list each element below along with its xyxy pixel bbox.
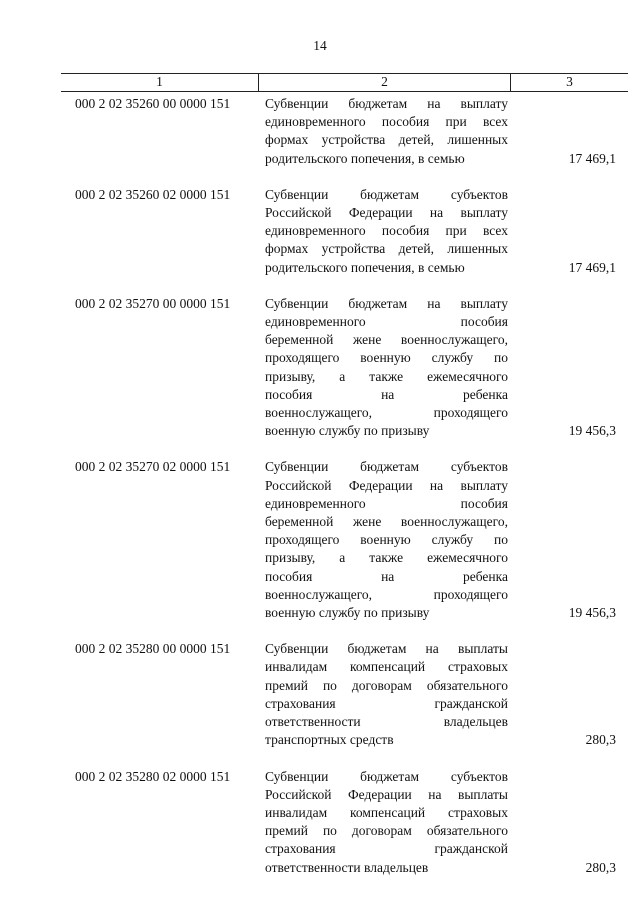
row-description-line: ответственности владельцев (265, 859, 429, 875)
row-description-line: Российской Федерации на выплату (265, 477, 508, 493)
row-code: 000 2 02 35270 00 0000 151 (75, 295, 231, 311)
row-description-line: единовременного пособия при всех (265, 223, 508, 239)
row-description-line: военную службу по призыву (265, 605, 430, 621)
header-col-2: 2 (259, 74, 511, 91)
row-description-line: родительского попечения, в семью (265, 150, 465, 166)
row-description-line: ответственности владельцев (265, 714, 508, 730)
row-code: 000 2 02 35260 02 0000 151 (75, 186, 231, 202)
table-row (61, 458, 628, 622)
table-row (61, 295, 628, 441)
row-description-line: премий по договорам обязательного (265, 823, 508, 839)
row-description-line: военнослужащего, проходящего (265, 586, 508, 602)
row-description-line: Субвенции бюджетам субъектов (265, 186, 508, 202)
row-description (265, 768, 508, 877)
row-description (265, 95, 508, 168)
row-description-line: пособия на ребенка (265, 568, 508, 584)
row-amount (508, 458, 628, 622)
row-code: 000 2 02 35270 02 0000 151 (75, 459, 231, 475)
row-description-line: премий по договорам обязательного (265, 677, 508, 693)
row-amount-value: 280,3 (585, 732, 616, 748)
row-description-line: Российской Федерации на выплаты (265, 786, 508, 802)
row-amount (508, 186, 628, 277)
row-amount-value: 280,3 (585, 859, 616, 875)
row-amount-value: 19 456,3 (568, 423, 616, 439)
row-description (265, 186, 508, 277)
row-description-line: проходящего военную службу по (265, 350, 508, 366)
table-row (61, 640, 628, 749)
row-description-line: проходящего военную службу по (265, 532, 508, 548)
row-code: 000 2 02 35280 00 0000 151 (75, 641, 231, 657)
table-row (61, 768, 628, 877)
row-amount-value: 17 469,1 (568, 150, 616, 166)
row-description-line: военную службу по призыву (265, 423, 430, 439)
row-description-line: единовременного пособия при всех (265, 114, 508, 130)
row-description-line: пособия на ребенка (265, 386, 508, 402)
row-amount (508, 640, 628, 749)
row-description-line: военнослужащего, проходящего (265, 405, 508, 421)
row-amount (508, 768, 628, 877)
row-description-line: Субвенции бюджетам субъектов (265, 459, 508, 475)
row-description-line: Российской Федерации на выплату (265, 205, 508, 221)
row-amount-value: 19 456,3 (568, 605, 616, 621)
row-description-line: родительского попечения, в семью (265, 259, 465, 275)
row-amount (508, 295, 628, 441)
row-description (265, 640, 508, 749)
row-code: 000 2 02 35260 00 0000 151 (75, 96, 231, 111)
header-col-3: 3 (566, 74, 573, 89)
table-row (61, 95, 628, 168)
row-description-line: единовременного пособия (265, 314, 508, 330)
row-description-line: призыву, а также ежемесячного (265, 550, 508, 566)
header-col-1: 1 (61, 74, 259, 91)
table-row (61, 186, 628, 277)
row-description-line: формах устройства детей, лишенных (265, 132, 508, 148)
row-description-line: страхования гражданской (265, 841, 508, 857)
row-description-line: Субвенции бюджетам на выплату (265, 96, 508, 111)
row-amount-value: 17 469,1 (568, 259, 616, 275)
page-number: 14 (313, 38, 327, 53)
row-description-line: беременной жене военнослужащего, (265, 514, 508, 530)
row-description (265, 295, 508, 441)
row-amount (508, 95, 628, 168)
row-description-line: формах устройства детей, лишенных (265, 241, 508, 257)
row-description (265, 458, 508, 622)
row-description-line: инвалидам компенсаций страховых (265, 804, 508, 820)
table-body (61, 95, 628, 895)
row-description-line: Субвенции бюджетам субъектов (265, 768, 508, 784)
table-header (61, 73, 628, 92)
row-code: 000 2 02 35280 02 0000 151 (75, 768, 231, 784)
row-description-line: единовременного пособия (265, 495, 508, 511)
row-description-line: инвалидам компенсаций страховых (265, 659, 508, 675)
row-description-line: беременной жене военнослужащего, (265, 332, 508, 348)
row-description-line: страхования гражданской (265, 695, 508, 711)
row-description-line: призыву, а также ежемесячного (265, 368, 508, 384)
row-description-line: транспортных средств (265, 732, 394, 748)
row-description-line: Субвенции бюджетам на выплаты (265, 641, 508, 657)
row-description-line: Субвенции бюджетам на выплату (265, 295, 508, 311)
